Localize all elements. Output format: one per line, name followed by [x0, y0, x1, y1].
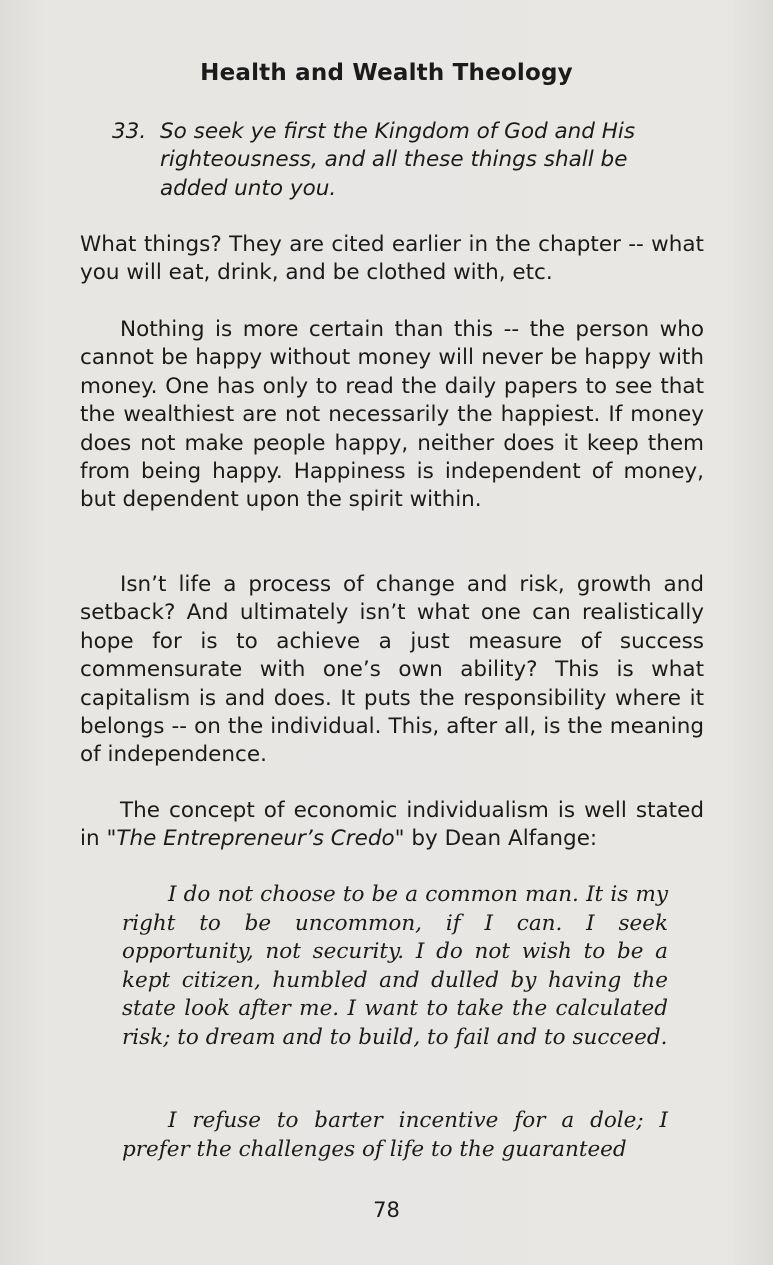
credo-quote-paragraph-1: I do not choose to be a common man. It is my right to be uncommon, if I can. I seek opportunity, not security. I do not wish to be a kept citizen, humbled and dulled by having the state look after me. I want to take the calculated risk; to dream and to build, to fail and to succeed. [122, 882, 668, 1050]
credo-title: "The Entrepreneur’s Credo" [106, 826, 405, 852]
verse-line-3: added unto you. [160, 175, 337, 201]
credo-author: by Dean Alfange: [404, 826, 598, 852]
paragraph-credo-intro [80, 797, 704, 854]
paragraph-capitalism: Isn’t life a process of change and risk, growth and setback? And ultimately isn’t what one can realistically hope for is to achieve a just measure of success commensurate with one’s own ability? This is what capitalism is and does. It puts the responsibility where it belongs -- on the individual. This, after all, is the meaning of independence. [80, 572, 704, 768]
verse-line-1: So seek ye first the Kingdom of God and His [160, 119, 636, 144]
paragraph-what-things: What things? They are cited earlier in the chapter -- what you will eat, drink, and be clothed with, etc. [80, 232, 704, 286]
verse-line-2: righteousness, and all these things shall be [160, 147, 628, 173]
credo-intro-text: The concept of economic individualism is well stated in [80, 798, 704, 852]
credo-quote-paragraph-2: I refuse to barter incentive for a dole; I prefer the challenges of life to the guaranteed [122, 1108, 668, 1162]
scripture-verse [112, 118, 672, 203]
paragraph-money-happiness: Nothing is more certain than this -- the person who cannot be happy without money will never be happy with money. One has only to read the daily papers to see that the wealthiest are not necessarily the happiest. If money does not make people happy, neither does it keep them from being happy. Happiness is independent of money, but dependent upon the spirit within. [80, 317, 704, 513]
page-number: 78 [373, 1198, 400, 1222]
verse-number: 33. [112, 119, 147, 144]
running-header: Health and Wealth Theology [200, 60, 573, 86]
